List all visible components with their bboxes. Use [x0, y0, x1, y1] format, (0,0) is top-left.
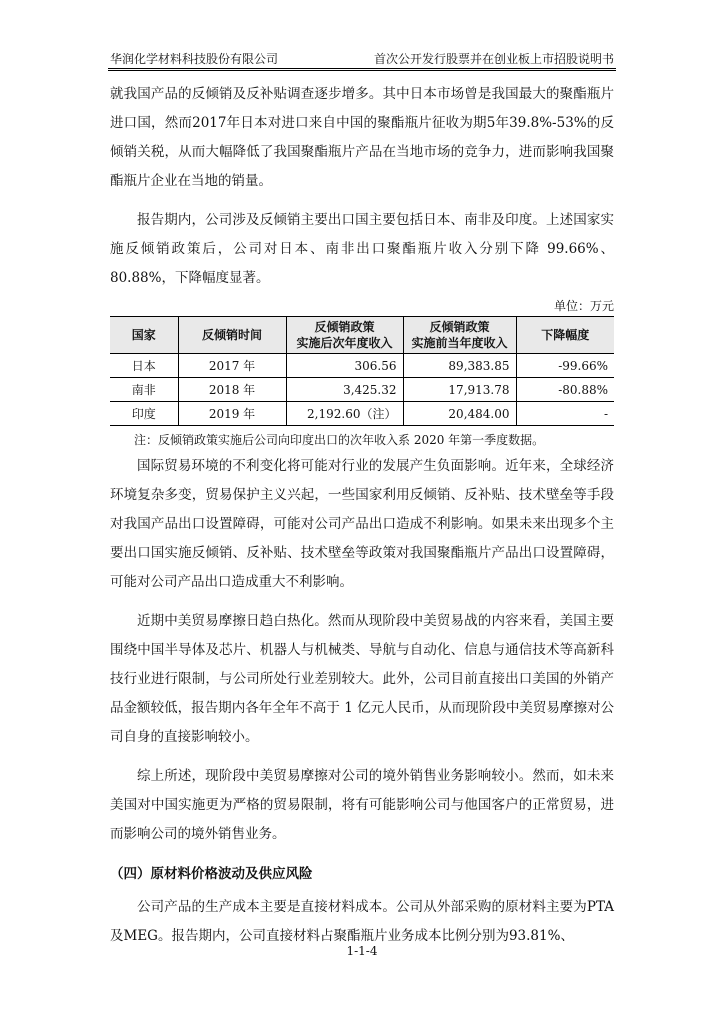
header-doc-title: 首次公开发行股票并在创业板上市招股说明书 — [373, 52, 614, 66]
cell-time: 2017 年 — [178, 354, 286, 378]
cell-country: 日本 — [110, 354, 178, 378]
cell-before: 89,383.85 — [403, 354, 516, 378]
cell-time: 2018 年 — [178, 378, 286, 402]
cell-before: 20,484.00 — [403, 402, 516, 426]
paragraph-us-china-trade: 近期中美贸易摩擦日趋白热化。然而从现阶段中美贸易战的内容来看，美国主要围绕中国半导体及芯片、机器人与机械类、导航与自动化、信息与通信技术等高新科技行业进行限制，与公司所处行业差别较大。此外，公司目前直接出口美国的外销产品金额较低，报告期内各年全年不高于 1 亿元人民币，从而现阶段中美贸易摩擦对公司自身的直接影响较小。 — [110, 613, 614, 745]
cell-after: 3,425.32 — [286, 378, 403, 402]
paragraph-antidumping-japan: 就我国产品的反倾销及反补贴调查逐步增多。其中日本市场曾是我国最大的聚酯瓶片进口国，然而2017年日本对进口来自中国的聚酯瓶片征收为期5年39.8%-53%的反倾销关税，从而大幅降低了我国聚酯瓶片产品在当地市场的竞争力，进而影响我国聚酯瓶片企业在当地的销量。 — [110, 86, 614, 189]
body-top — [110, 80, 614, 293]
header-company: 华润化学材料科技股份有限公司 — [110, 52, 279, 66]
cell-after: 306.56 — [286, 354, 403, 378]
cell-decline: -80.88% — [516, 378, 614, 402]
paragraph-summary: 综上所述，现阶段中美贸易摩擦对公司的境外销售业务影响较小。然而，如未来美国对中国实施更为严格的贸易限制，将有可能影响公司与他国客户的正常贸易，进而影响公司的境外销售业务。 — [110, 768, 614, 842]
antidumping-table — [110, 316, 614, 426]
paragraph-trade-environment: 国际贸易环境的不利变化将可能对行业的发展产生负面影响。近年来，全球经济环境复杂多变，贸易保护主义兴起，一些国家利用反倾销、反补贴、技术壁垒等手段对我国产品出口设置障碍，可能对公司产品出口造成不利影响。如果未来出现多个主要出口国实施反倾销、反补贴、技术壁垒等政策对我国聚酯瓶片产品出口设置障碍，可能对公司产品出口造成重大不利影响。 — [110, 458, 614, 590]
col-header-decline: 下降幅度 — [516, 317, 614, 354]
table-header-row — [110, 317, 614, 354]
col-header-before: 反倾销政策 实施前当年度收入 — [403, 317, 516, 354]
cell-country: 南非 — [110, 378, 178, 402]
table-row — [110, 402, 614, 426]
col-header-time: 反倾销时间 — [178, 317, 286, 354]
body-bottom — [110, 452, 614, 951]
cell-time: 2019 年 — [178, 402, 286, 426]
cell-country: 印度 — [110, 402, 178, 426]
paragraph-raw-materials: 公司产品的生产成本主要是直接材料成本。公司从外部采购的原材料主要为PTA及MEG。报告期内，公司直接材料占聚酯瓶片业务成本比例分别为93.81%、 — [110, 899, 614, 944]
col-header-after: 反倾销政策 实施后次年度收入 — [286, 317, 403, 354]
page-number: 1-1-4 — [346, 944, 378, 958]
table-row — [110, 378, 614, 402]
table-unit: 单位：万元 — [553, 299, 614, 313]
cell-after: 2,192.60（注） — [286, 402, 403, 426]
cell-decline: -99.66% — [516, 354, 614, 378]
paragraph-report-period: 报告期内，公司涉及反倾销主要出口国主要包括日本、南非及印度。上述国家实施反倾销政策后，公司对日本、南非出口聚酯瓶片收入分别下降 99.66%、80.88%，下降幅度显著。 — [110, 212, 614, 286]
cell-before: 17,913.78 — [403, 378, 516, 402]
table-row — [110, 354, 614, 378]
header-rule — [108, 68, 616, 71]
cell-decline: - — [516, 402, 614, 426]
table-note: 注：反倾销政策实施后公司向印度出口的次年收入系 2020 年第一季度数据。 — [134, 433, 545, 447]
section-heading: （四）原材料价格波动及供应风险 — [110, 866, 313, 882]
col-header-country: 国家 — [110, 317, 178, 354]
